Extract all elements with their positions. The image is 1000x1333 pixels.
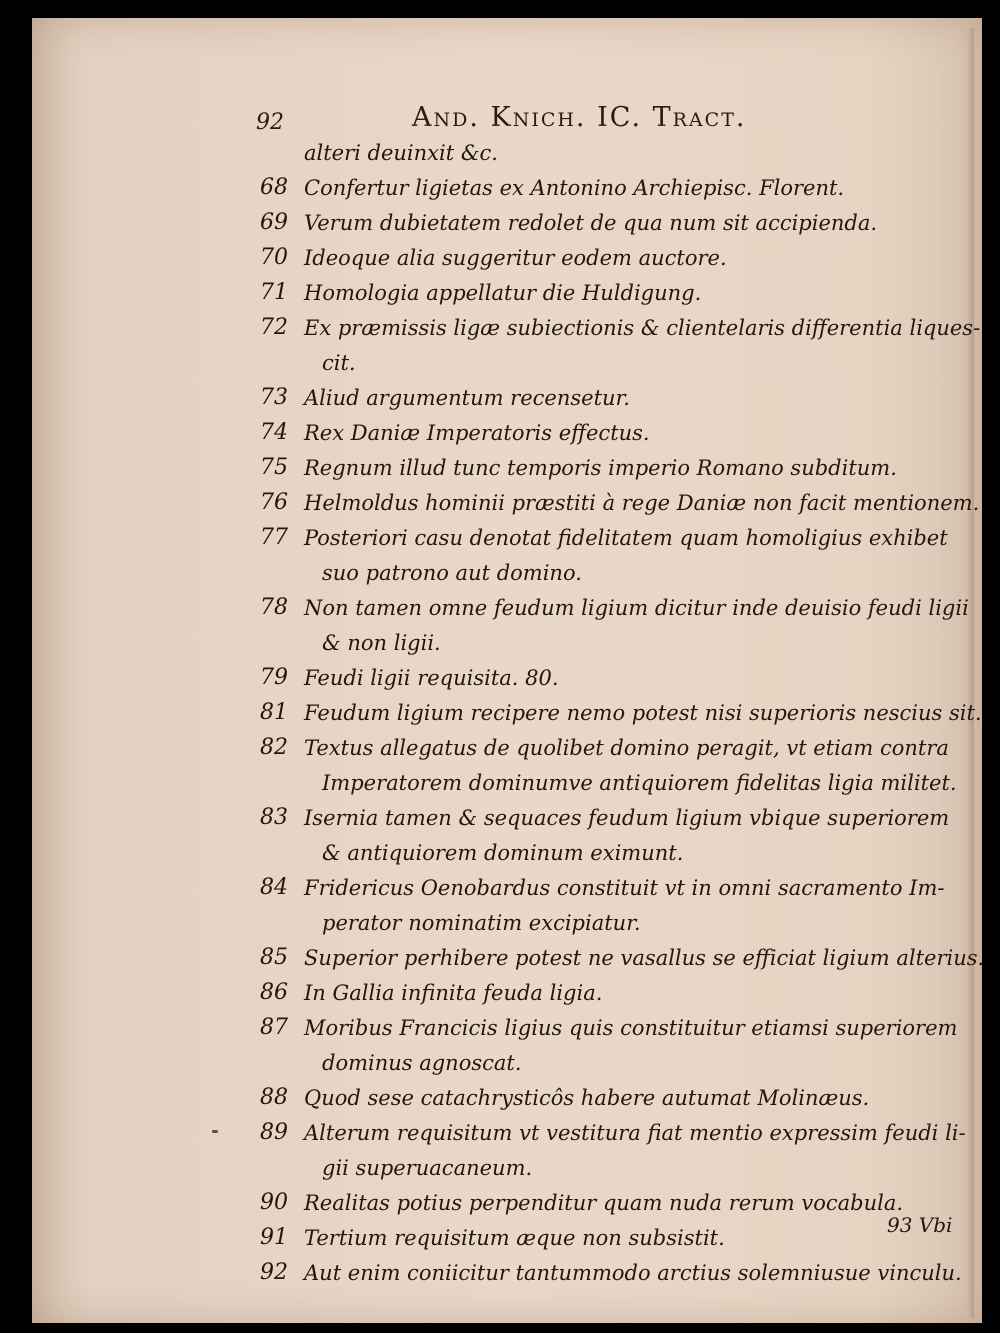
entry-number: 85	[260, 945, 288, 970]
entry-text: Non tamen omne feudum ligium dicitur inde deuisio feudi ligii	[304, 596, 969, 620]
entry-number: 81	[260, 700, 288, 725]
page-header	[32, 98, 982, 138]
entry-number: 86	[260, 980, 288, 1005]
summary-list	[32, 136, 985, 1291]
summary-entry	[32, 941, 985, 976]
entry-number: 91	[260, 1225, 288, 1250]
summary-entry	[32, 416, 982, 451]
entry-number: 76	[260, 490, 288, 515]
entry-text: Aliud argumentum recensetur.	[304, 386, 630, 410]
entry-text: Homologia appellatur die Huldigung.	[304, 281, 702, 305]
entry-number: 69	[260, 210, 288, 235]
entry-number: 77	[260, 525, 288, 550]
summary-entry	[32, 696, 982, 731]
summary-entry	[32, 661, 982, 696]
entry-text-continuation: dominus agnoscat.	[322, 1051, 522, 1075]
entry-number: 79	[260, 665, 288, 690]
summary-entry	[32, 171, 982, 206]
entry-text: Realitas potius perpenditur quam nuda rerum vocabula.	[304, 1191, 904, 1215]
summary-entry	[32, 1081, 982, 1116]
entry-text: In Gallia infinita feuda ligia.	[304, 981, 603, 1005]
summary-entry	[32, 731, 982, 801]
entry-text-continuation: Imperatorem dominumve antiquiorem fidelitas ligia militet.	[322, 771, 957, 795]
summary-entry	[32, 1011, 982, 1081]
running-head: And. Knich. IC. Tract.	[412, 102, 747, 133]
catchword: 93 Vbi	[887, 1213, 953, 1237]
summary-entry	[32, 976, 982, 1011]
summary-entry	[32, 871, 982, 941]
entry-text: Superior perhibere potest ne vasallus se efficiat ligium alterius.	[304, 946, 985, 970]
entry-text: Ideoque alia suggeritur eodem auctore.	[304, 246, 727, 270]
entry-text: Posteriori casu denotat fidelitatem quam homoligius exhibet	[304, 526, 948, 550]
entry-text-continuation: & antiquiorem dominum eximunt.	[322, 841, 684, 865]
entry-text-continuation: suo patrono aut domino.	[322, 561, 582, 585]
summary-entry	[32, 1221, 982, 1256]
summary-entry	[32, 381, 982, 416]
entry-number: 92	[260, 1260, 288, 1285]
entry-text-continuation: gii superuacaneum.	[322, 1156, 533, 1180]
summary-entry	[32, 241, 982, 276]
entry-number: 75	[260, 455, 288, 480]
summary-entry	[32, 451, 982, 486]
entry-number: 78	[260, 595, 288, 620]
summary-entry	[32, 311, 982, 381]
entry-text: Tertium requisitum æque non subsistit.	[304, 1226, 725, 1250]
summary-entry	[32, 206, 982, 241]
entry-number: 74	[260, 420, 288, 445]
entry-number: 89	[260, 1120, 288, 1145]
entry-text-continuation: & non ligii.	[322, 631, 441, 655]
entry-text: Quod sese catachrysticôs habere autumat Molinæus.	[304, 1086, 870, 1110]
entry-number: 71	[260, 280, 288, 305]
entry-number: 83	[260, 805, 288, 830]
summary-entry	[32, 801, 982, 871]
summary-entry	[32, 521, 982, 591]
entry-number: 70	[260, 245, 288, 270]
summary-entry	[32, 1256, 982, 1291]
summary-entry	[32, 136, 982, 171]
entry-text: Verum dubietatem redolet de qua num sit accipienda.	[304, 211, 878, 235]
entry-text: Feudi ligii requisita. 80.	[304, 666, 559, 690]
page-number: 92	[256, 110, 284, 135]
entry-number: 87	[260, 1015, 288, 1040]
entry-text-continuation: cit.	[322, 351, 356, 375]
entry-text: Ex præmissis ligæ subiectionis & clientelaris differentia liques-	[304, 316, 981, 340]
entry-text: Fridericus Oenobardus constituit vt in omni sacramento Im-	[304, 876, 945, 900]
entry-number: 90	[260, 1190, 288, 1215]
summary-entry	[32, 276, 982, 311]
entry-text: Moribus Francicis ligius quis constituitur etiamsi superiorem	[304, 1016, 958, 1040]
entry-text: Alterum requisitum vt vestitura fiat mentio expressim feudi li-	[304, 1121, 966, 1145]
entry-number: 72	[260, 315, 288, 340]
entry-text: Regnum illud tunc temporis imperio Romano subditum.	[304, 456, 897, 480]
summary-entry	[32, 1186, 982, 1221]
entry-text: Aut enim coniicitur tantummodo arctius solemniusue vinculu.	[304, 1261, 962, 1285]
entry-text: Isernia tamen & sequaces feudum ligium vbique superiorem	[304, 806, 950, 830]
entry-text-continuation: perator nominatim excipiatur.	[322, 911, 641, 935]
entry-text: Textus allegatus de quolibet domino peragit, vt etiam contra	[304, 736, 949, 760]
entry-number: 84	[260, 875, 288, 900]
summary-entry	[32, 1116, 982, 1186]
entry-text: alteri deuinxit &c.	[304, 141, 498, 165]
entry-number: 82	[260, 735, 288, 760]
entry-number: 88	[260, 1085, 288, 1110]
entry-text: Rex Daniæ Imperatoris effectus.	[304, 421, 650, 445]
entry-text: Confertur ligietas ex Antonino Archiepisc. Florent.	[304, 176, 845, 200]
book-page	[32, 18, 985, 1323]
entry-number: 68	[260, 175, 288, 200]
summary-entry	[32, 486, 982, 521]
summary-entry	[32, 591, 982, 661]
entry-text: Helmoldus hominii præstiti à rege Daniæ non facit mentionem.	[304, 491, 980, 515]
entry-number: 73	[260, 385, 288, 410]
entry-text: Feudum ligium recipere nemo potest nisi superioris nescius sit.	[304, 701, 982, 725]
